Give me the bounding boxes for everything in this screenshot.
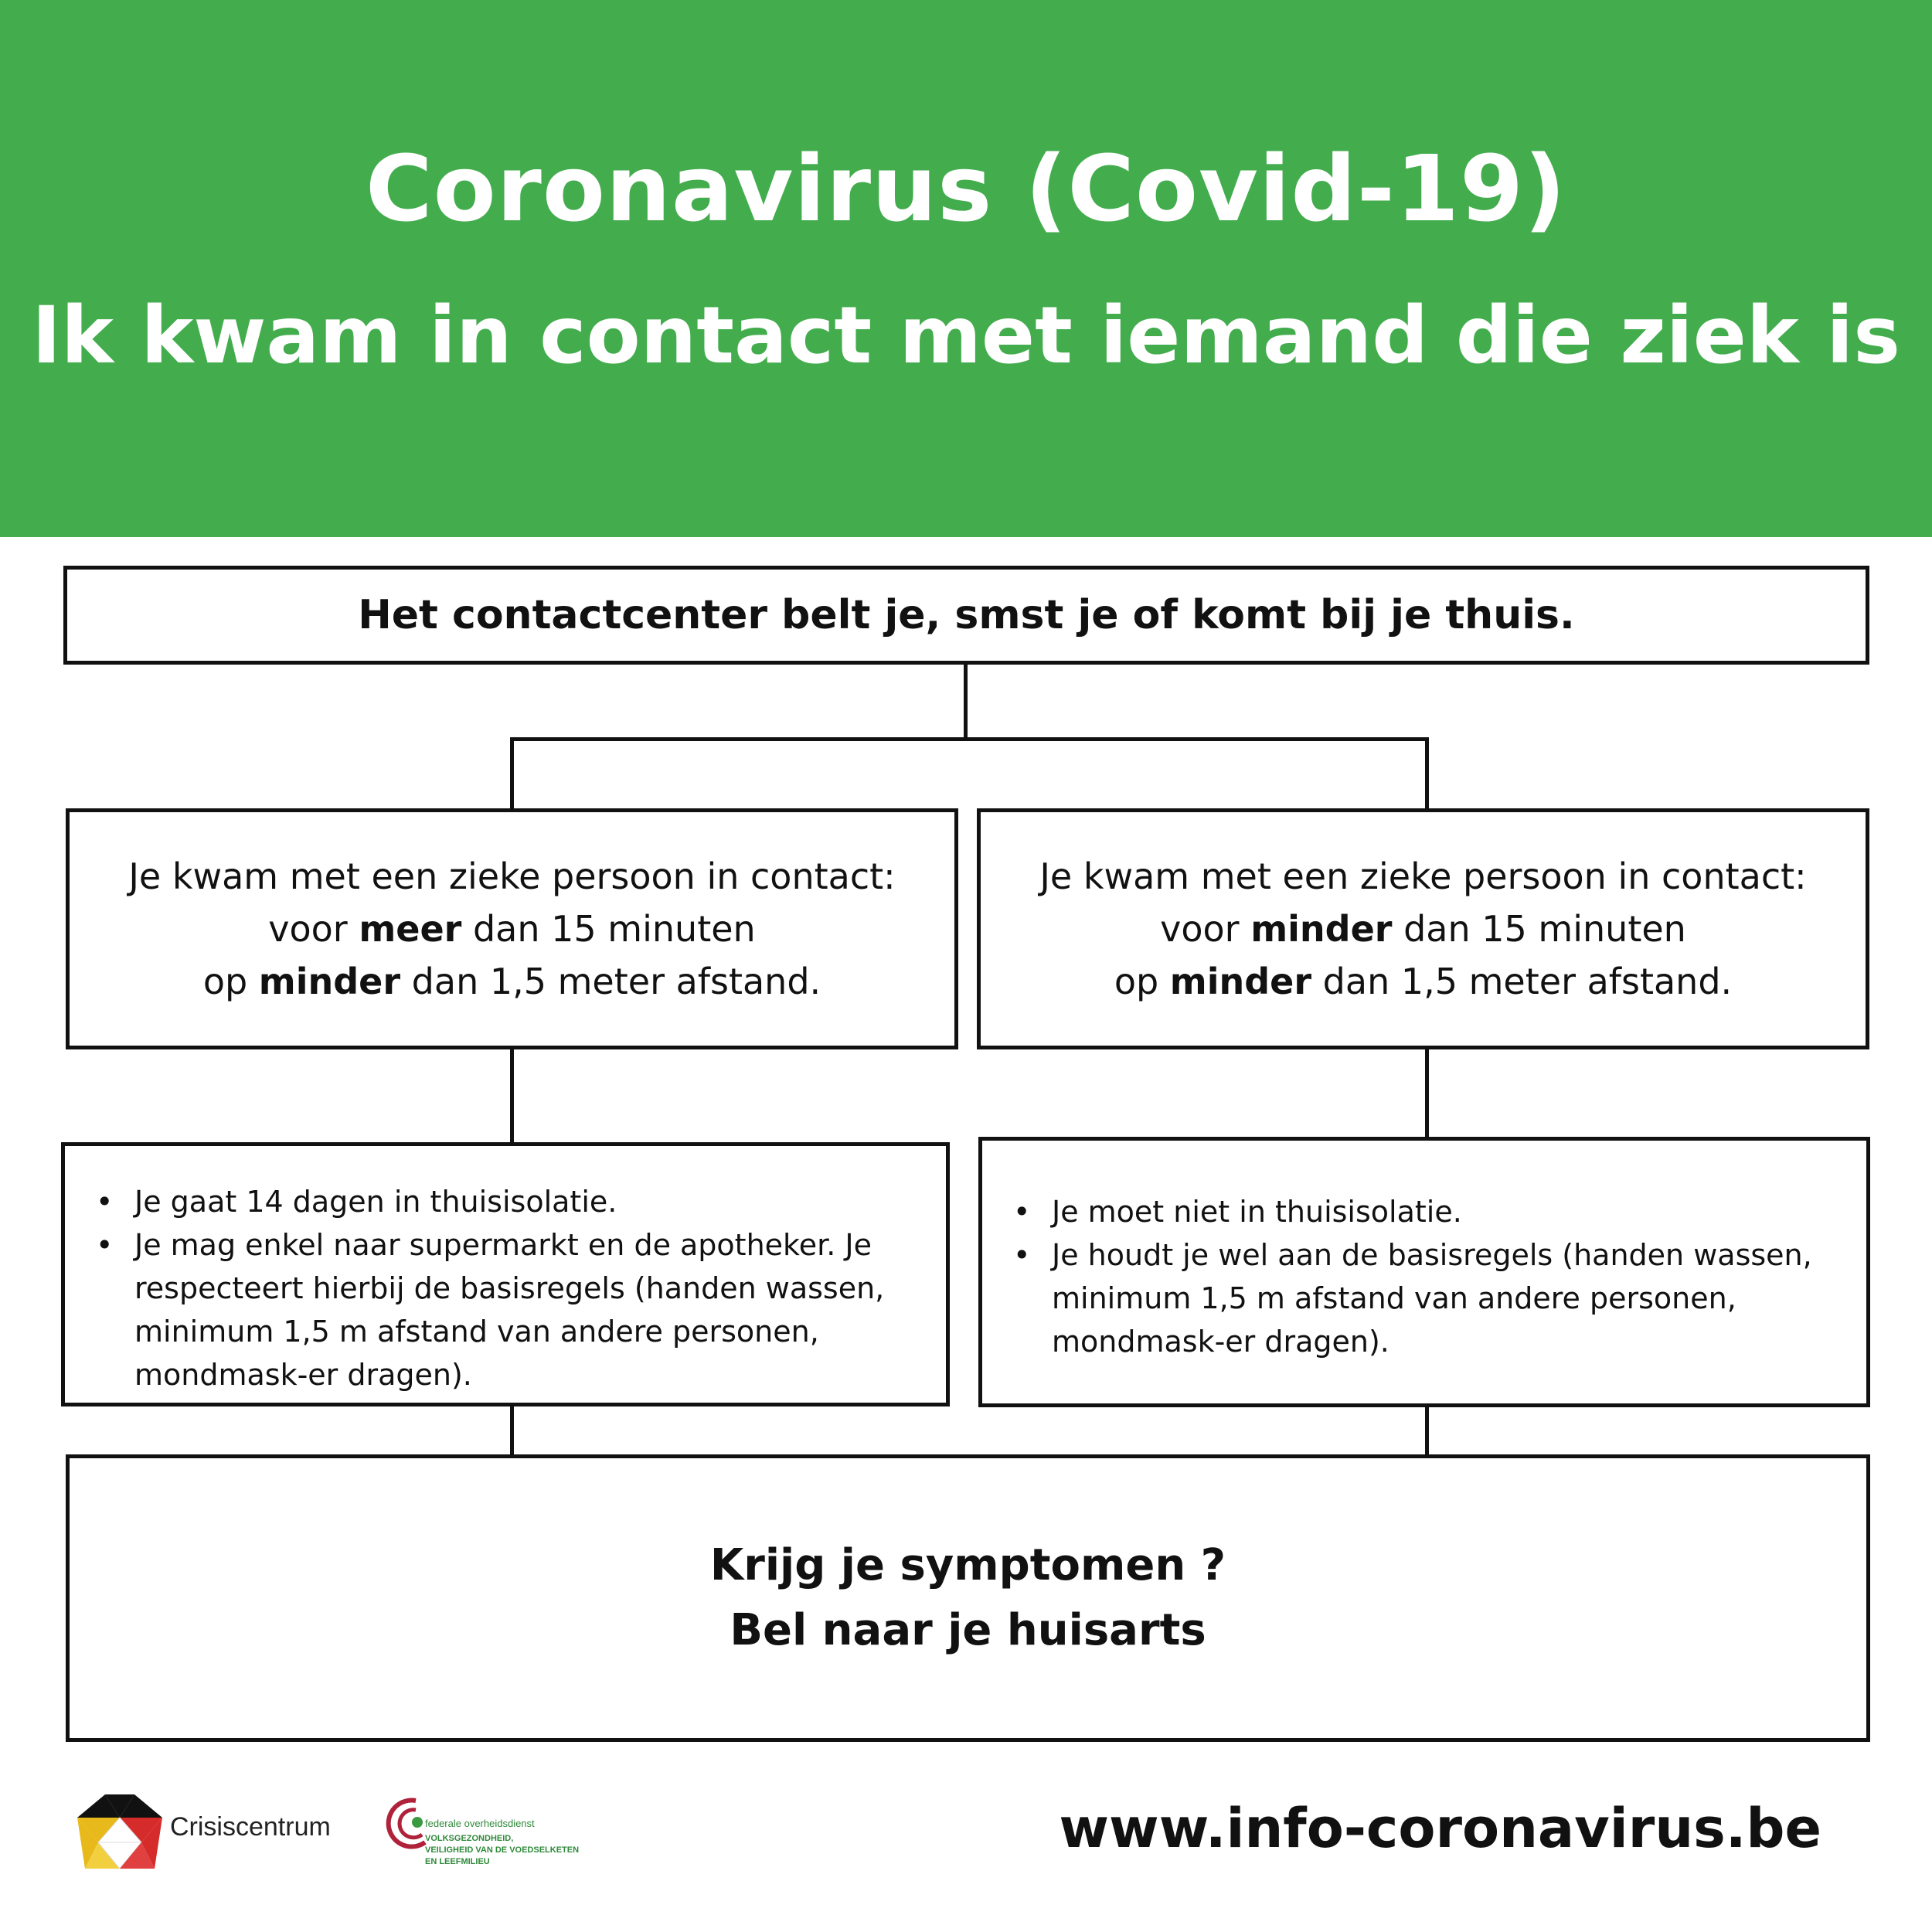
list-item: • Je mag enkel naar supermarkt en de apotheker. Je respecteert hierbij de basisregels (handen wassen, minimum 1,5 m afstand van andere personen, mondmask-er dragen). <box>134 1223 923 1396</box>
title-line-2: Ik kwam in contact met iemand die ziek is <box>32 290 1900 382</box>
symptoms-action: Bel naar je huisarts <box>730 1605 1206 1655</box>
list-item: • Je moet niet in thuisisolatie. <box>1052 1190 1843 1233</box>
crisiscentrum-logo-text: Crisiscentrum <box>170 1812 331 1842</box>
connector-split-right <box>1425 737 1429 810</box>
condition-right-line3: op minder dan 1,5 meter afstand. <box>1114 961 1733 1002</box>
condition-right-line2: voor minder dan 15 minuten <box>1160 908 1686 950</box>
connector-left-list-to-bottom <box>510 1406 514 1456</box>
fod-logo-lines: VOLKSGEZONDHEID, VEILIGHEID VAN DE VOEDSELKETEN EN LEEFMILIEU <box>425 1834 580 1866</box>
contact-center-box <box>63 566 1869 665</box>
condition-box-less-than-15 <box>977 808 1869 1049</box>
condition-left-line3: op minder dan 1,5 meter afstand. <box>202 961 821 1002</box>
connector-horizontal-split <box>510 737 1429 741</box>
contact-center-text: Het contactcenter belt je, smst je of komt bij je thuis. <box>358 592 1575 638</box>
connector-right-list-to-bottom <box>1425 1406 1429 1456</box>
instructions-box-left <box>61 1142 950 1406</box>
list-item: • Je houdt je wel aan de basisregels (handen wassen, minimum 1,5 m afstand van andere personen, mondmask-er dragen). <box>1052 1233 1843 1363</box>
condition-box-more-than-15 <box>66 808 958 1049</box>
title-line-1: Coronavirus (Covid-19) <box>366 135 1566 242</box>
website-url[interactable]: www.info-coronavirus.be <box>1059 1797 1821 1860</box>
condition-left-line2: voor meer dan 15 minuten <box>268 908 756 950</box>
condition-left-line1: Je kwam met een zieke persoon in contact: <box>128 855 896 897</box>
instructions-list-right <box>982 1141 1866 1363</box>
connector-split-left <box>510 737 514 810</box>
symptoms-question: Krijg je symptomen ? <box>709 1540 1226 1590</box>
list-item: • Je gaat 14 dagen in thuisisolatie. <box>134 1180 923 1223</box>
instructions-list-left <box>65 1146 946 1396</box>
condition-right-line1: Je kwam met een zieke persoon in contact: <box>1039 855 1807 897</box>
fod-logo-line1: federale overheidsdienst <box>425 1818 535 1829</box>
header-banner <box>0 0 1932 537</box>
connector-right-mid-to-list <box>1425 1049 1429 1138</box>
connector-left-mid-to-list <box>510 1049 514 1144</box>
connector-top-stem <box>964 665 968 740</box>
symptoms-box <box>66 1454 1870 1742</box>
instructions-box-right <box>978 1137 1870 1407</box>
crisiscentrum-logo-icon <box>77 1794 162 1869</box>
